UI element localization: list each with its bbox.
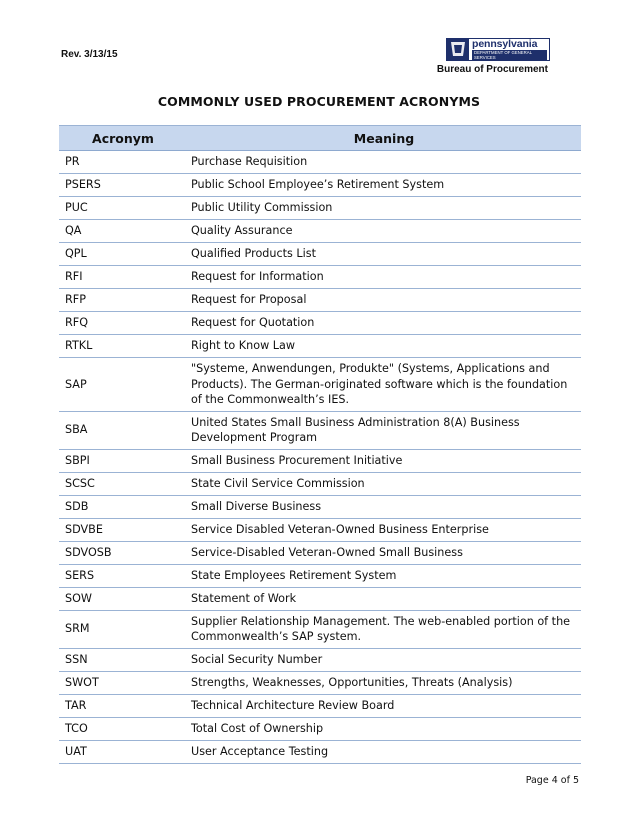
acronym-cell: TAR xyxy=(59,694,187,717)
acronym-cell: SCSC xyxy=(59,472,187,495)
table-row xyxy=(59,358,581,412)
table-row xyxy=(59,449,581,472)
bureau-name: Bureau of Procurement xyxy=(436,64,548,75)
table-row xyxy=(59,518,581,541)
meaning-cell: Right to Know Law xyxy=(187,335,581,358)
acronym-cell: RTKL xyxy=(59,335,187,358)
table-header-row xyxy=(59,126,581,151)
meaning-cell: Request for Quotation xyxy=(187,312,581,335)
acronym-cell: QPL xyxy=(59,243,187,266)
table-row xyxy=(59,717,581,740)
table-row xyxy=(59,671,581,694)
acronym-cell: TCO xyxy=(59,717,187,740)
meaning-cell: Request for Proposal xyxy=(187,289,581,312)
page-number: Page 4 of 5 xyxy=(525,775,579,786)
acronym-cell: UAT xyxy=(59,740,187,763)
table-row xyxy=(59,541,581,564)
table-row xyxy=(59,564,581,587)
meaning-cell: Purchase Requisition xyxy=(187,151,581,174)
table-row xyxy=(59,243,581,266)
column-header-acronym: Acronym xyxy=(59,126,187,151)
acronym-cell: PUC xyxy=(59,197,187,220)
table-row xyxy=(59,220,581,243)
table-row xyxy=(59,289,581,312)
acronym-cell: RFI xyxy=(59,266,187,289)
table-row xyxy=(59,411,581,449)
meaning-cell: Strengths, Weaknesses, Opportunities, Threats (Analysis) xyxy=(187,671,581,694)
acronym-cell: QA xyxy=(59,220,187,243)
column-header-meaning: Meaning xyxy=(187,126,581,151)
keystone-icon xyxy=(447,39,469,60)
acronym-cell: SWOT xyxy=(59,671,187,694)
acronym-cell: SDVBE xyxy=(59,518,187,541)
acronym-cell: SOW xyxy=(59,587,187,610)
meaning-cell: User Acceptance Testing xyxy=(187,740,581,763)
table-row xyxy=(59,312,581,335)
meaning-cell: Qualified Products List xyxy=(187,243,581,266)
table-row xyxy=(59,495,581,518)
table-row xyxy=(59,335,581,358)
table-row xyxy=(59,197,581,220)
meaning-cell: Request for Information xyxy=(187,266,581,289)
acronym-cell: RFP xyxy=(59,289,187,312)
table-row xyxy=(59,174,581,197)
acronym-cell: SAP xyxy=(59,358,187,412)
meaning-cell: Small Diverse Business xyxy=(187,495,581,518)
meaning-cell: Statement of Work xyxy=(187,587,581,610)
acronym-cell: RFQ xyxy=(59,312,187,335)
logo-wordmark: pennsylvania xyxy=(472,38,538,50)
meaning-cell: Social Security Number xyxy=(187,648,581,671)
table-row xyxy=(59,266,581,289)
acronym-cell: SBPI xyxy=(59,449,187,472)
pennsylvania-logo xyxy=(446,38,550,61)
acronym-cell: SBA xyxy=(59,411,187,449)
revision-date: Rev. 3/13/15 xyxy=(61,49,118,60)
meaning-cell: United States Small Business Administration 8(A) Business Development Program xyxy=(187,411,581,449)
acronym-cell: SDVOSB xyxy=(59,541,187,564)
table-row xyxy=(59,151,581,174)
meaning-cell: Service Disabled Veteran-Owned Business Enterprise xyxy=(187,518,581,541)
page-title: COMMONLY USED PROCUREMENT ACRONYMS xyxy=(157,94,481,109)
meaning-cell: Total Cost of Ownership xyxy=(187,717,581,740)
meaning-cell: Quality Assurance xyxy=(187,220,581,243)
table-row xyxy=(59,694,581,717)
acronym-cell: PR xyxy=(59,151,187,174)
meaning-cell: Service-Disabled Veteran-Owned Small Business xyxy=(187,541,581,564)
meaning-cell: State Employees Retirement System xyxy=(187,564,581,587)
table-row xyxy=(59,610,581,648)
acronym-table xyxy=(59,125,581,764)
meaning-cell: State Civil Service Commission xyxy=(187,472,581,495)
acronym-cell: PSERS xyxy=(59,174,187,197)
acronym-cell: SDB xyxy=(59,495,187,518)
table-row xyxy=(59,740,581,763)
logo-department: DEPARTMENT OF GENERAL SERVICES xyxy=(472,50,547,60)
table-row xyxy=(59,587,581,610)
meaning-cell: Supplier Relationship Management. The web-enabled portion of the Commonwealth’s SAP system. xyxy=(187,610,581,648)
meaning-cell: Public Utility Commission xyxy=(187,197,581,220)
acronym-cell: SSN xyxy=(59,648,187,671)
meaning-cell: Public School Employee’s Retirement System xyxy=(187,174,581,197)
table-row xyxy=(59,472,581,495)
acronym-cell: SRM xyxy=(59,610,187,648)
acronym-cell: SERS xyxy=(59,564,187,587)
meaning-cell: Small Business Procurement Initiative xyxy=(187,449,581,472)
meaning-cell: Technical Architecture Review Board xyxy=(187,694,581,717)
table-row xyxy=(59,648,581,671)
meaning-cell: "Systeme, Anwendungen, Produkte" (Systems, Applications and Products). The German-originated software which is the foundation of the Commonwealth’s IES. xyxy=(187,358,581,412)
